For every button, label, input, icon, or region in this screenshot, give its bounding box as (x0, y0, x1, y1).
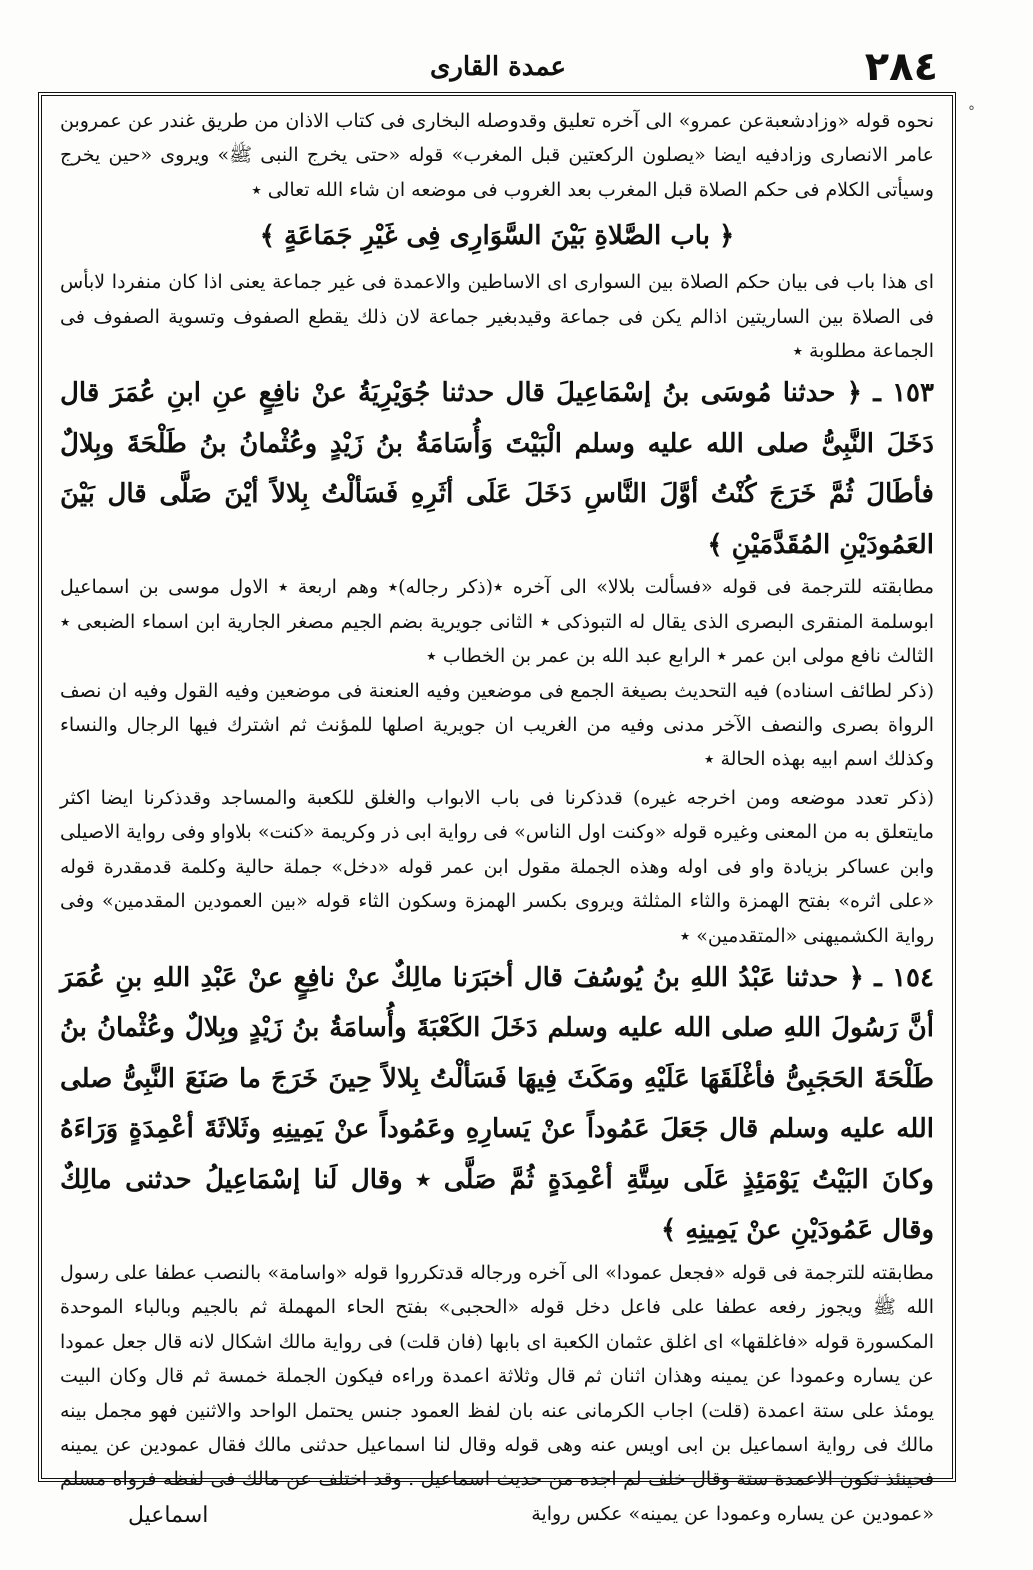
hadith-text: ١٥٣ ـ ﴿ حدثنا مُوسَى بنُ إسْمَاعِيلَ قال حدثنا جُوَيْرِيَةُ عنْ نافِعٍ عنِ ابنِ عُمَرَ قال دَخَلَ النَّبِیُّ صلى الله عليه وسلم الْبَيْتَ وَأُسَامَةُ بنُ زَيْدٍ وعُثْمانُ بنُ طَلْحَةَ وبِلالٌ فأطَالَ ثُمَّ خَرَجَ كُنْتُ أوَّلَ النَّاسِ دَخَلَ عَلَى أثَرِهِ فَسَألْتُ بِلالاً أيْنَ صَلَّى قال بَيْنَ العَمُودَيْنِ المُقَدَّمَيْنِ ﴾ (60, 378, 935, 560)
commentary-paragraph: مطابقته للترجمة فى قوله «فسألت بلالا» الى آخره ٭(ذكر رجاله)٭ وهم اربعة ٭ الاول موسى بن اسماعيل ابوسلمة المنقرى البصرى الذى يقال له التبوذكى ٭ الثانى جويرية بضم الجيم مصغر الجارية ابن اسماء الضبعى ٭ الثالث نافع مولى ابن عمر ٭ الرابع عبد الله بن عمر بن الخطاب ٭ (60, 576, 934, 668)
commentary-paragraph: (ذكر لطائف اسناده) فيه التحديث بصيغة الجمع فى موضعين وفيه العنعنة فى موضعين وفيه القول وفيه ان نصف الرواة بصرى والنصف الآخر مدنى وفيه من الغريب ان جويرية اصلها للمؤنث ثم اشترك فيها الرجال والنساء وكذلك اسم ابيه بهذه الحالة ٭ (60, 679, 934, 771)
commentary-paragraph: نحوه قوله «وزادشعبةعن عمرو» الى آخره تعليق وقدوصله البخارى فى كتاب الاذان من طريق غندر عن عمروبن عامر الانصارى وزادفيه ايضا «يصلون الركعتين قبل المغرب» قوله «حتى يخرج النبى ﷺ» ويروى «حين يخرج وسيأتى الكلام فى حكم الصلاة قبل المغرب بعد الغروب فى موضعه ان شاء الله تعالى ٭ (60, 110, 934, 201)
page-body (60, 104, 935, 1525)
chapter-heading: ﴿ باب الصَّلاةِ بَيْنَ السَّوَارِی فِی غَیْرِ جَمَاعَةٍ ﴾ (259, 221, 735, 252)
page-header (38, 38, 958, 92)
catchword: اسماعيل (128, 1503, 209, 1528)
text-frame (38, 92, 956, 1525)
commentary-paragraph: (ذكر تعدد موضعه ومن اخرجه غيره) قدذكرنا فى باب الابواب والغلق للكعبة والمساجد وقدذكرنا ايضا اكثر مايتعلق به من المعنى وغيره قوله «وكنت اول الناس» فى رواية ابى ذر وكريمة «كنت» بلاواو وفى رواية الاصيلى وابن عساكر بزيادة واو فى اوله وهذه الجملة مقول ابن عمر قوله «دخل» جملة حالية وكلمة قدمقدرة قوله «على اثره» بفتح الهمزة والثاء المثلثة ويروى بكسر الهمزة وسكون الثاء قوله «بين العمودين المقدمين» وفى رواية الكشميهنى «المتقدمين» ٭ (60, 786, 934, 947)
commentary-paragraph: اى هذا باب فى بيان حكم الصلاة بين السوارى اى الاساطين والاعمدة فى غير جماعة يعنى اذا كان منفردا لابأس فى الصلاة بين الساريتين اذالم يكن فى جماعة وقيدبغير جماعة لان ذلك يقطع الصفوف وتسوية الصفوف فى الجماعة مطلوبة ٭ (60, 271, 934, 363)
commentary-paragraph: مطابقته للترجمة فى قوله «فجعل عمودا» الى آخره ورجاله قدتكرروا قوله «واسامة» بالنصب عطفا على رسول الله ﷺ ويجوز رفعه عطفا على فاعل دخل قوله «الحجبى» بفتح الحاء المهملة ثم بالجيم وبالباء الموحدة المكسورة قوله «فاغلقها» اى اغلق عثمان الكعبة اى بابها (فان قلت) فى رواية مالك اشكال لانه قال جعل عمودا عن يساره وعمودا عن يمينه وهذان اثنان ثم قال وثلاثة اعمدة وراءه فيكون الجملة خمسة ثم قال وكان البيت يومئذ على ستة اعمدة (قلت) اجاب الكرمانى عنه بان لفظ العمود جنس يحتمل الواحد والاثنين فهو مجمل بينه مالك فى رواية اسماعيل بن ابى اويس عنه وهى قوله وقال لنا اسماعيل حدثنى مالك فقال عمودين عن يمينه فحينئذ تكون الاعمدة ستة وقال خلف لم اجده من حديث اسماعيل . وقد اختلف عن مالك فى لفظه فرواه مسلم «عمودين عن يساره وعمودا عن يمينه» عكس رواية (60, 1261, 934, 1525)
book-title: عمدة القاری (430, 52, 566, 82)
margin-mark: ° (968, 104, 975, 120)
page-number: ٢٨٤ (864, 44, 938, 90)
hadith-text: ١٥٤ ـ ﴿ حدثنا عَبْدُ اللهِ بنُ يُوسُفَ قال أخبَرَنا مالِكٌ عنْ نافِعٍ عنْ عَبْدِ اللهِ بنِ عُمَرَ أنَّ رَسُولَ اللهِ صلى الله عليه وسلم دَخَلَ الكَعْبَةَ وأُسامَةُ بنُ زَيْدٍ وبِلالٌ وعُثْمانُ بنُ طَلْحَةَ الحَجَبِیُّ فأغْلَقَهَا عَلَيْهِ ومَكَثَ فِيهَا فَسَألْتُ بِلالاً حِينَ خَرَجَ ما صَنَعَ النَّبِیُّ صلى الله عليه وسلم قال جَعَلَ عَمُوداً عنْ يَسارِهِ وعَمُوداً عنْ يَمِينِهِ وثَلاثَةَ أعْمِدَةٍ وَرَاءَهُ وكانَ البَيْتُ يَوْمَئِذٍ عَلَى سِتَّةِ أعْمِدَةٍ ثُمَّ صَلَّى ٭ وقال لَنا إسْمَاعِيلُ حدثنی مالِكٌ وقال عَمُودَيْنِ عنْ يَمِينِهِ ﴾ (60, 962, 934, 1246)
